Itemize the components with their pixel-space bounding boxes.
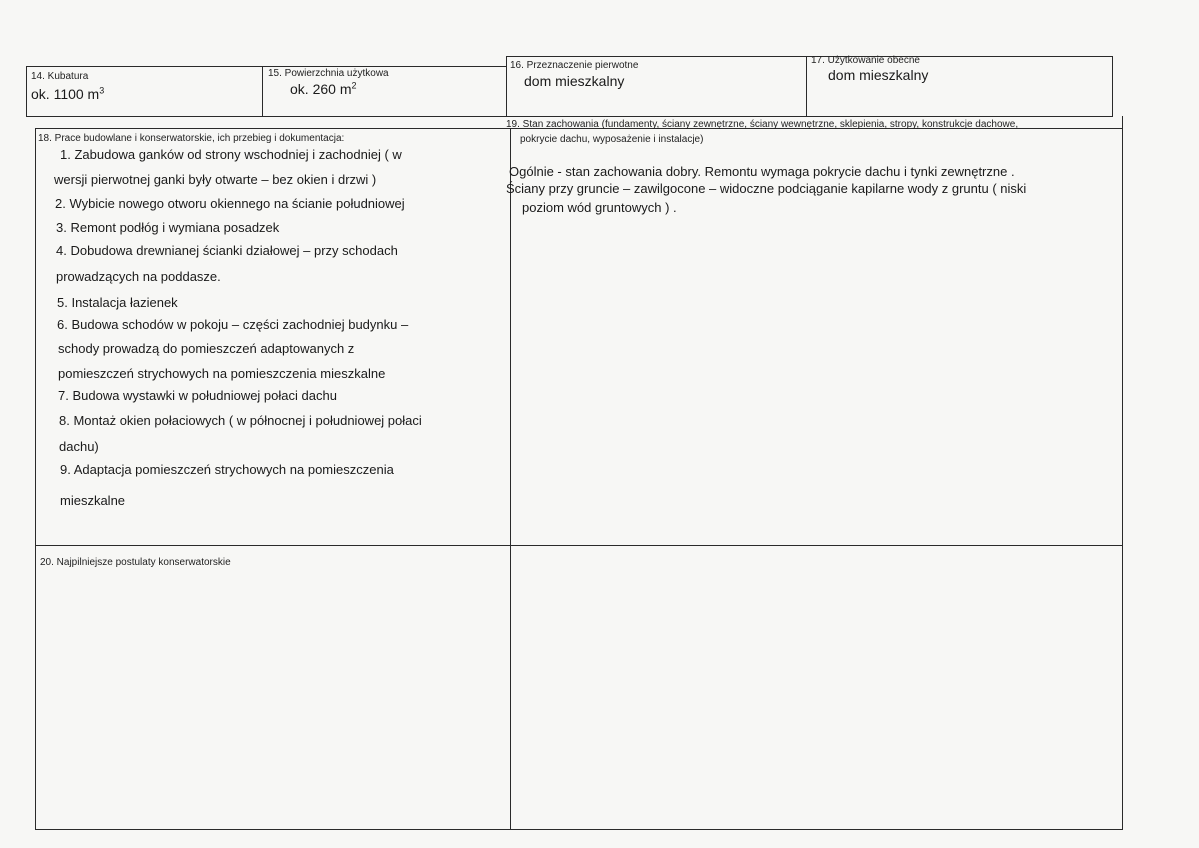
- row3-top-border: [35, 545, 1122, 546]
- prace-line-14: 9. Adaptacja pomieszczeń strychowych na pomieszczenia: [60, 462, 394, 477]
- row1-top-border-right: [506, 56, 1112, 57]
- prace-line-7: 5. Instalacja łazienek: [57, 295, 178, 310]
- powierzchnia-label: 15. Powierzchnia użytkowa: [268, 68, 389, 79]
- stan-text-line-3: poziom wód gruntowych ) .: [522, 200, 677, 215]
- row1-top-border: [26, 66, 506, 67]
- prace-line-5: 4. Dobudowa drewnianej ścianki działowej – przy schodach: [56, 243, 398, 258]
- prace-line-1: 1. Zabudowa ganków od strony wschodniej i zachodniej ( w: [60, 147, 402, 162]
- prace-line-2: wersji pierwotnej ganki były otwarte – bez okien i drzwi ): [54, 172, 377, 187]
- row1-divider-1: [262, 66, 263, 117]
- uzytkowanie-label: 17. Użytkowanie obecne: [811, 55, 920, 66]
- uzytkowanie-value: dom mieszkalny: [828, 67, 929, 83]
- row1-divider-3: [806, 56, 807, 117]
- page-bottom-border: [35, 829, 1122, 830]
- prace-label: 18. Prace budowlane i konserwatorskie, ich przebieg i dokumentacja:: [38, 133, 345, 144]
- body-right-border: [1122, 116, 1123, 830]
- prace-line-8: 6. Budowa schodów w pokoju – części zachodniej budynku –: [57, 317, 409, 332]
- row1-divider-2: [506, 56, 507, 117]
- prace-line-11: 7. Budowa wystawki w południowej połaci dachu: [58, 388, 337, 403]
- prace-line-4: 3. Remont podłóg i wymiana posadzek: [56, 220, 280, 235]
- powierzchnia-value: ok. 260 $m^2$: [290, 80, 357, 97]
- prace-line-6: prowadzących na poddasze.: [56, 269, 221, 284]
- przeznaczenie-label: 16. Przeznaczenie pierwotne: [510, 60, 639, 71]
- row1-right-border: [1112, 56, 1113, 117]
- prace-line-12: 8. Montaż okien połaciowych ( w północnej i południowej połaci: [59, 413, 422, 428]
- prace-line-9: schody prowadzą do pomieszczeń adaptowanych z: [58, 341, 355, 356]
- prace-line-15: mieszkalne: [60, 493, 126, 508]
- prace-line-3: 2. Wybicie nowego otworu okiennego na ścianie południowej: [55, 196, 405, 211]
- body-middle-divider: [510, 128, 511, 830]
- body-left-border: [35, 128, 36, 830]
- stan-text-line-1: Ogólnie - stan zachowania dobry. Remontu wymaga pokrycie dachu i tynki zewnętrzne .: [509, 164, 1015, 179]
- prace-line-13: dachu): [59, 439, 99, 454]
- stan-label-line-1: 19. Stan zachowania (fundamenty, ściany zewnętrzne, ściany wewnętrzne, sklepienia, stropy, konstrukcje dachowe,: [506, 119, 1019, 130]
- postulaty-label: 20. Najpilniejsze postulaty konserwatorskie: [40, 557, 231, 568]
- stan-text-line-2: Ściany przy gruncie – zawilgocone – widoczne podciąganie kapilarne wody z gruntu ( niski: [506, 181, 1027, 196]
- przeznaczenie-value: dom mieszkalny: [524, 73, 625, 89]
- prace-line-10: pomieszczeń strychowych na pomieszczenia mieszkalne: [58, 366, 386, 381]
- row1-left-border: [26, 66, 27, 117]
- row1-bottom-border: [26, 116, 1113, 117]
- kubatura-value: ok. 1100 $m^3$: [31, 85, 105, 102]
- kubatura-label: 14. Kubatura: [31, 71, 89, 82]
- stan-label-line-2: pokrycie dachu, wyposażenie i instalacje): [520, 134, 704, 145]
